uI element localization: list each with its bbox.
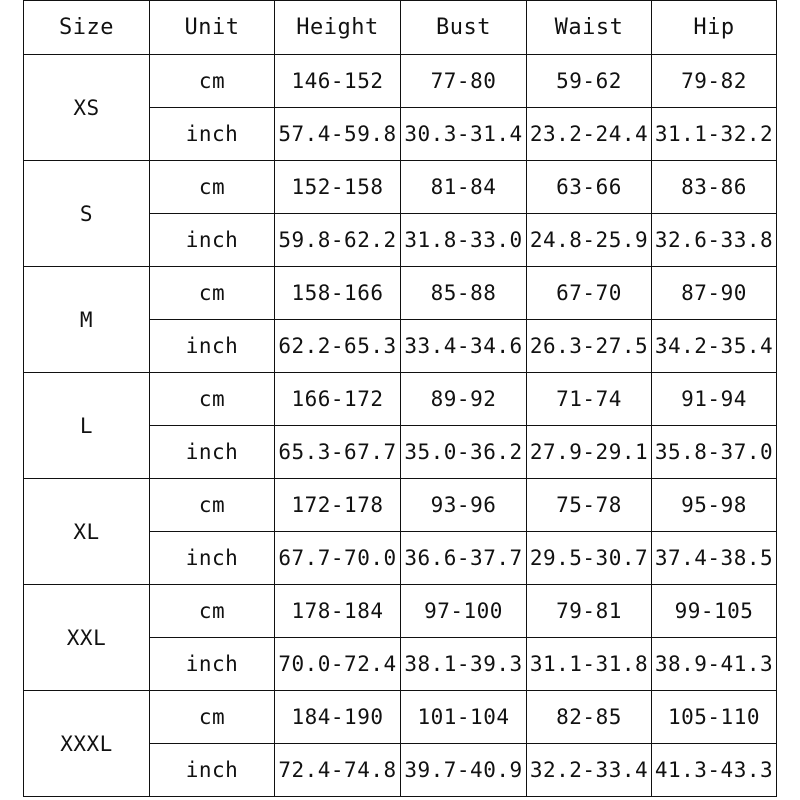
height-cell: 178-184 — [275, 585, 401, 638]
hip-cell: 34.2-35.4 — [652, 320, 777, 373]
height-cell: 158-166 — [275, 267, 401, 320]
hip-cell: 87-90 — [652, 267, 777, 320]
waist-cell: 59-62 — [527, 55, 652, 108]
table-row — [24, 161, 777, 214]
bust-cell: 31.8-33.0 — [401, 214, 527, 267]
waist-cell: 23.2-24.4 — [527, 108, 652, 161]
height-cell: 57.4-59.8 — [275, 108, 401, 161]
unit-cell: inch — [150, 320, 275, 373]
header-height: Height — [275, 1, 401, 55]
waist-cell: 79-81 — [527, 585, 652, 638]
header-size: Size — [24, 1, 150, 55]
size-label: M — [24, 267, 150, 373]
waist-cell: 75-78 — [527, 479, 652, 532]
hip-cell: 38.9-41.3 — [652, 638, 777, 691]
table-row — [24, 585, 777, 638]
height-cell: 65.3-67.7 — [275, 426, 401, 479]
height-cell: 72.4-74.8 — [275, 744, 401, 797]
unit-cell: cm — [150, 55, 275, 108]
waist-cell: 63-66 — [527, 161, 652, 214]
hip-cell: 91-94 — [652, 373, 777, 426]
bust-cell: 81-84 — [401, 161, 527, 214]
size-label: XL — [24, 479, 150, 585]
waist-cell: 71-74 — [527, 373, 652, 426]
height-cell: 166-172 — [275, 373, 401, 426]
hip-cell: 105-110 — [652, 691, 777, 744]
hip-cell: 95-98 — [652, 479, 777, 532]
size-chart-table — [23, 0, 777, 797]
height-cell: 184-190 — [275, 691, 401, 744]
bust-cell: 38.1-39.3 — [401, 638, 527, 691]
bust-cell: 35.0-36.2 — [401, 426, 527, 479]
size-label: XXL — [24, 585, 150, 691]
header-hip: Hip — [652, 1, 777, 55]
bust-cell: 89-92 — [401, 373, 527, 426]
height-cell: 62.2-65.3 — [275, 320, 401, 373]
size-label: XXXL — [24, 691, 150, 797]
table-row — [24, 691, 777, 744]
waist-cell: 26.3-27.5 — [527, 320, 652, 373]
size-label: S — [24, 161, 150, 267]
unit-cell: cm — [150, 373, 275, 426]
hip-cell: 41.3-43.3 — [652, 744, 777, 797]
height-cell: 67.7-70.0 — [275, 532, 401, 585]
bust-cell: 36.6-37.7 — [401, 532, 527, 585]
header-row — [24, 1, 777, 55]
unit-cell: cm — [150, 479, 275, 532]
hip-cell: 32.6-33.8 — [652, 214, 777, 267]
table-row — [24, 55, 777, 108]
hip-cell: 79-82 — [652, 55, 777, 108]
header-bust: Bust — [401, 1, 527, 55]
bust-cell: 97-100 — [401, 585, 527, 638]
unit-cell: inch — [150, 638, 275, 691]
waist-cell: 31.1-31.8 — [527, 638, 652, 691]
height-cell: 172-178 — [275, 479, 401, 532]
table-row — [24, 373, 777, 426]
header-unit: Unit — [150, 1, 275, 55]
bust-cell: 101-104 — [401, 691, 527, 744]
height-cell: 146-152 — [275, 55, 401, 108]
header-waist: Waist — [527, 1, 652, 55]
table-row — [24, 479, 777, 532]
size-label: L — [24, 373, 150, 479]
hip-cell: 99-105 — [652, 585, 777, 638]
hip-cell: 37.4-38.5 — [652, 532, 777, 585]
bust-cell: 93-96 — [401, 479, 527, 532]
unit-cell: inch — [150, 108, 275, 161]
hip-cell: 83-86 — [652, 161, 777, 214]
unit-cell: inch — [150, 214, 275, 267]
bust-cell: 77-80 — [401, 55, 527, 108]
size-label: XS — [24, 55, 150, 161]
waist-cell: 24.8-25.9 — [527, 214, 652, 267]
bust-cell: 39.7-40.9 — [401, 744, 527, 797]
waist-cell: 32.2-33.4 — [527, 744, 652, 797]
table-body — [24, 55, 777, 797]
bust-cell: 85-88 — [401, 267, 527, 320]
bust-cell: 33.4-34.6 — [401, 320, 527, 373]
unit-cell: inch — [150, 426, 275, 479]
height-cell: 70.0-72.4 — [275, 638, 401, 691]
hip-cell: 35.8-37.0 — [652, 426, 777, 479]
unit-cell: inch — [150, 532, 275, 585]
unit-cell: cm — [150, 585, 275, 638]
height-cell: 152-158 — [275, 161, 401, 214]
waist-cell: 67-70 — [527, 267, 652, 320]
hip-cell: 31.1-32.2 — [652, 108, 777, 161]
unit-cell: inch — [150, 744, 275, 797]
waist-cell: 82-85 — [527, 691, 652, 744]
unit-cell: cm — [150, 691, 275, 744]
unit-cell: cm — [150, 161, 275, 214]
height-cell: 59.8-62.2 — [275, 214, 401, 267]
table-row — [24, 267, 777, 320]
bust-cell: 30.3-31.4 — [401, 108, 527, 161]
waist-cell: 27.9-29.1 — [527, 426, 652, 479]
waist-cell: 29.5-30.7 — [527, 532, 652, 585]
unit-cell: cm — [150, 267, 275, 320]
